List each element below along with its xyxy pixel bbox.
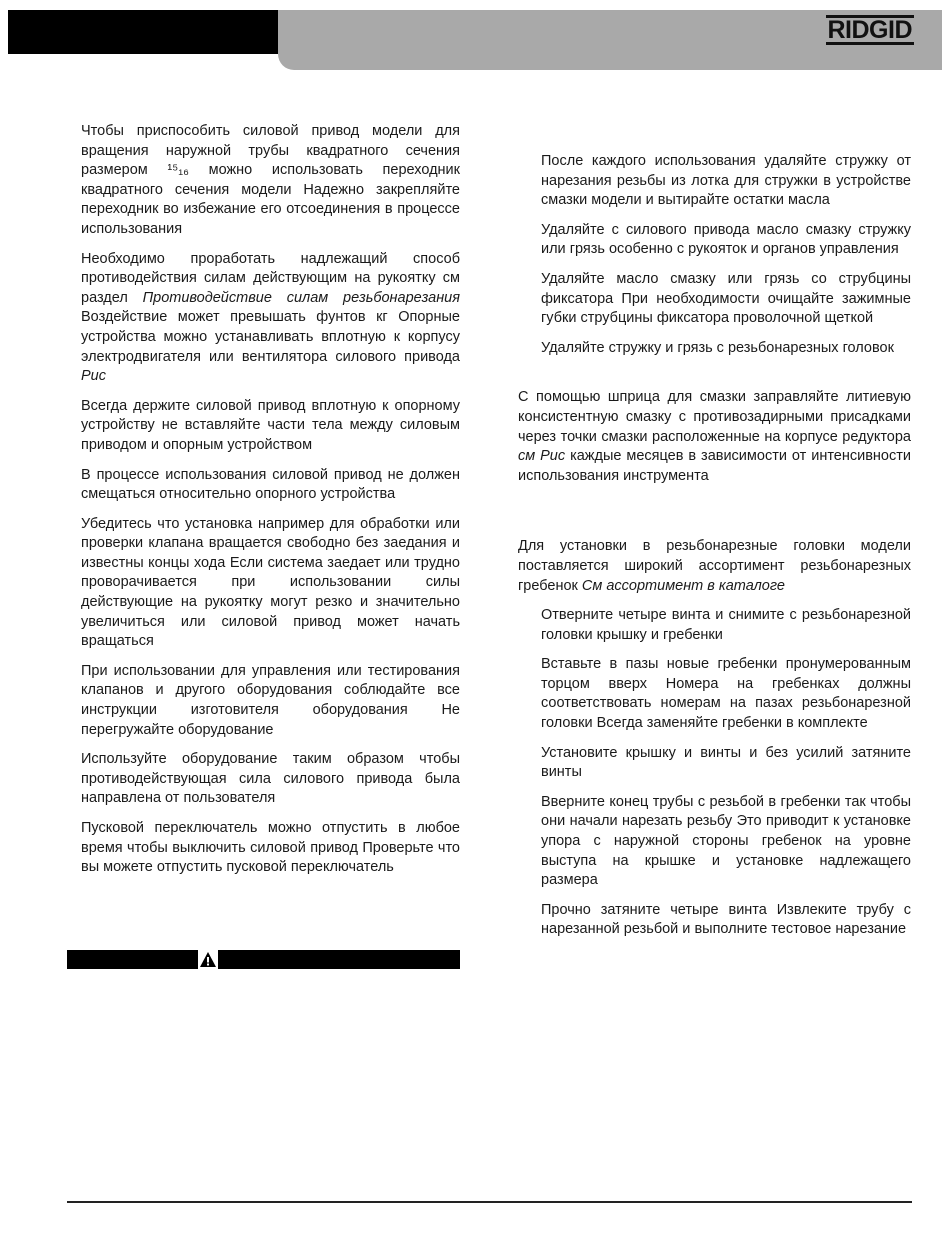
figure-reference: см Рис	[518, 448, 566, 465]
paragraph-clean-clamp: Удаляйте масло смазку или грязь со струбцины фиксатора При необходимости очищайте зажимные губки струбцины фиксатора проволочной щеткой	[541, 270, 911, 327]
header-gray-tab	[278, 54, 942, 70]
step-remove-screws: Отверните четыре винта и снимите с резьбонарезной головки крышку и гребенки	[541, 607, 911, 643]
ridgid-logo: RIDGID	[827, 16, 912, 44]
paragraph-lubrication: С помощью шприца для смазки заправляйте литиевую консистентную смазку с противозадирными присадками через точки смазки расположенные на корпусе редуктора см Рис каждые месяцев в зависимости от интенсивности использования инструмента	[518, 389, 911, 484]
paragraph-reaction-forces: Необходимо проработать надлежащий способ противодействия силам действующим на рукоятку см раздел Противодействие силам резьбонарезания Воздействие может превышать фунтов кг Опорные устройства можно устанавливать вплотную к корпусу электродвигателя или вентилятора силового привода Рис	[81, 250, 460, 385]
paragraph-remove-chips: После каждого использования удаляйте стружку от нарезания резьбы из лотка для стружки в устройстве смазки модели и вытирайте остатки масла	[541, 153, 911, 209]
step-insert-dies: Вставьте в пазы новые гребенки пронумерованным торцом вверх Номера на гребенках должны соответствовать номерам на пазах резьбонарезной головки Всегда заменяйте гребенки в комплекте	[541, 656, 911, 732]
warning-triangle-icon	[198, 950, 218, 969]
paragraph-adapter: Чтобы приспособить силовой привод модели для вращения наружной трубы квадратного сечения размером ¹⁵₁₆ можно использовать переходник квадратного сечения модели Надежно закрепляйте переходник во избежание его отсоединения в процессе использования	[81, 123, 460, 237]
step-install-cover: Установите крышку и винты и без усилий затяните винты	[541, 744, 911, 781]
paragraph-dies-assortment: Для установки в резьбонарезные головки модели поставляется широкий ассортимент резьбонарезных гребенок См ассортимент в каталоге	[518, 538, 911, 594]
header-black-band	[8, 10, 278, 54]
figure-reference: Рис	[81, 368, 106, 385]
step-thread-pipe: Вверните конец трубы с резьбой в гребенки так чтобы они начали нарезать резьбу Это приводит к установке упора с наружной стороны гребенок на уровне выступа на крышке и установке надлежащего размера	[541, 793, 911, 889]
paragraph-no-shift: В процессе использования силовой привод не должен смещаться относительно опорного устройства	[81, 466, 460, 503]
right-column	[518, 152, 911, 950]
section-reference: Противодействие силам резьбонарезания	[142, 289, 460, 306]
warning-bar	[67, 950, 460, 969]
paragraph-free-rotation: Убедитесь что установка например для обработки или проверки клапана вращается свободно без заедания и известны концы хода Если система заедает или трудно проворачивается при использовании силы действующие на рукоятку могут резко и значительно увеличиться или силовой привод может начать вращаться	[81, 515, 460, 650]
paragraph-force-direction: Используйте оборудование таким образом чтобы противодействующая сила силового привода была направлена от пользователя	[81, 751, 460, 807]
paragraph-hold-drive: Всегда держите силовой привод вплотную к опорному устройству не вставляйте части тела между силовым приводом и опорным устройством	[81, 397, 460, 453]
paragraph-switch: Пусковой переключатель можно отпустить в любое время чтобы выключить силовой привод Проверьте что вы можете отпустить пусковой переключатель	[81, 820, 460, 876]
paragraph-valves: При использовании для управления или тестирования клапанов и другого оборудования соблюдайте все инструкции изготовителя оборудования Не перегружайте оборудование	[81, 662, 460, 738]
paragraph-clean-drive: Удаляйте с силового привода масло смазку стружку или грязь особенно с рукояток и органов управления	[541, 221, 911, 258]
step-tighten-screws: Прочно затяните четыре винта Извлеките трубу с нарезанной резьбой и выполните тестовое нарезание	[541, 901, 911, 938]
left-column	[81, 122, 460, 888]
footer-rule	[67, 1201, 912, 1203]
paragraph-clean-dieheads: Удаляйте стружку и грязь с резьбонарезных головок	[541, 339, 894, 356]
catalog-reference: См ассортимент в каталоге	[581, 577, 785, 594]
